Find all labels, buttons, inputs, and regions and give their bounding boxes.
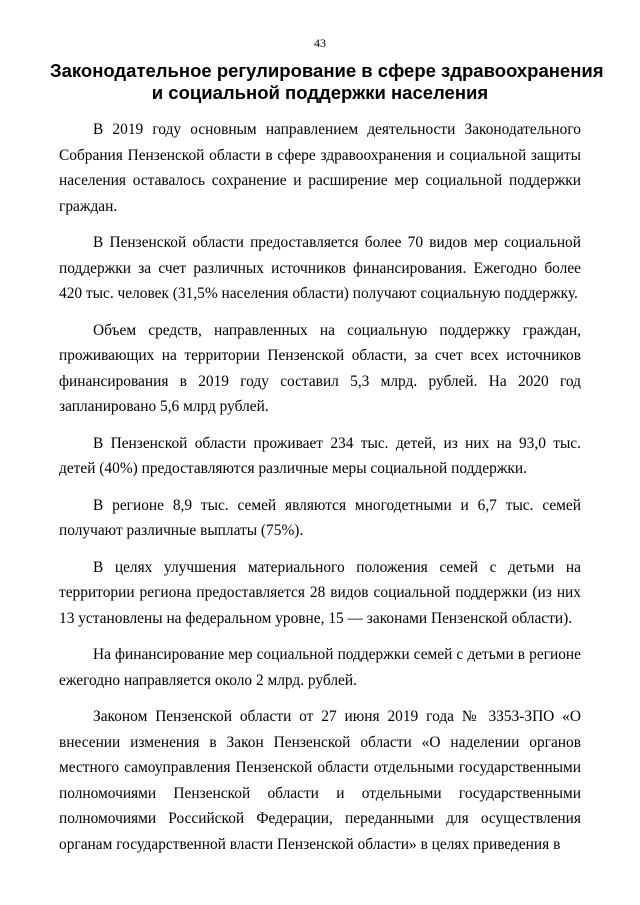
- paragraph: В целях улучшения материального положения семей с детьми на территории региона предоставляется 28 видов социальной поддержки (из них 13 установлены на федеральном уровне, 15 — законами Пензенской области).: [59, 558, 581, 627]
- paragraph: В Пензенской области предоставляется более 70 видов мер социальной поддержки за счет различных источников финансирования. Ежегодно более 420 тыс. человек (31,5% населения области) получают социальную поддержку.: [59, 234, 581, 302]
- paragraph: Объем средств, направленных на социальную поддержку граждан, проживающих на территории Пензенской области, за счет всех источников финансирования в 2019 году составил 5,3 млрд. рублей. На 2020 год запланировано 5,6 млрд рублей.: [59, 321, 581, 415]
- body-text: [59, 117, 581, 868]
- paragraph: В 2019 году основным направлением деятельности Законодательного Собрания Пензенской области в сфере здравоохранения и социальной защиты населения оставалось сохранение и расширение мер социальной поддержки граждан.: [59, 121, 581, 215]
- section-heading: [50, 60, 604, 104]
- section-heading-line-2: и социальной поддержки населения: [151, 82, 489, 103]
- page-number: 43: [314, 36, 326, 50]
- paragraph: В регионе 8,9 тыс. семей являются многодетными и 6,7 тыс. семей получают различные выплаты (75%).: [59, 496, 581, 539]
- section-heading-line-1: Законодательное регулирование в сфере здравоохранения: [50, 60, 604, 81]
- paragraph: Законом Пензенской области от 27 июня 2019 года № 3353-ЗПО «О внесении изменения в Закон Пензенской области «О наделении органов местного самоуправления Пензенской области отдельными государственными полномочиями Пензенской области и отдельными государственными полномочиями Российской Федерации, переданными для осуществления органам государственной власти Пензенской области» в целях приведения в: [59, 708, 581, 853]
- paragraph: В Пензенской области проживает 234 тыс. детей, из них на 93,0 тыс. детей (40%) предоставляются различные меры социальной поддержки.: [59, 434, 581, 477]
- paragraph: На финансирование мер социальной поддержки семей с детьми в регионе ежегодно направляется около 2 млрд. рублей.: [59, 646, 581, 689]
